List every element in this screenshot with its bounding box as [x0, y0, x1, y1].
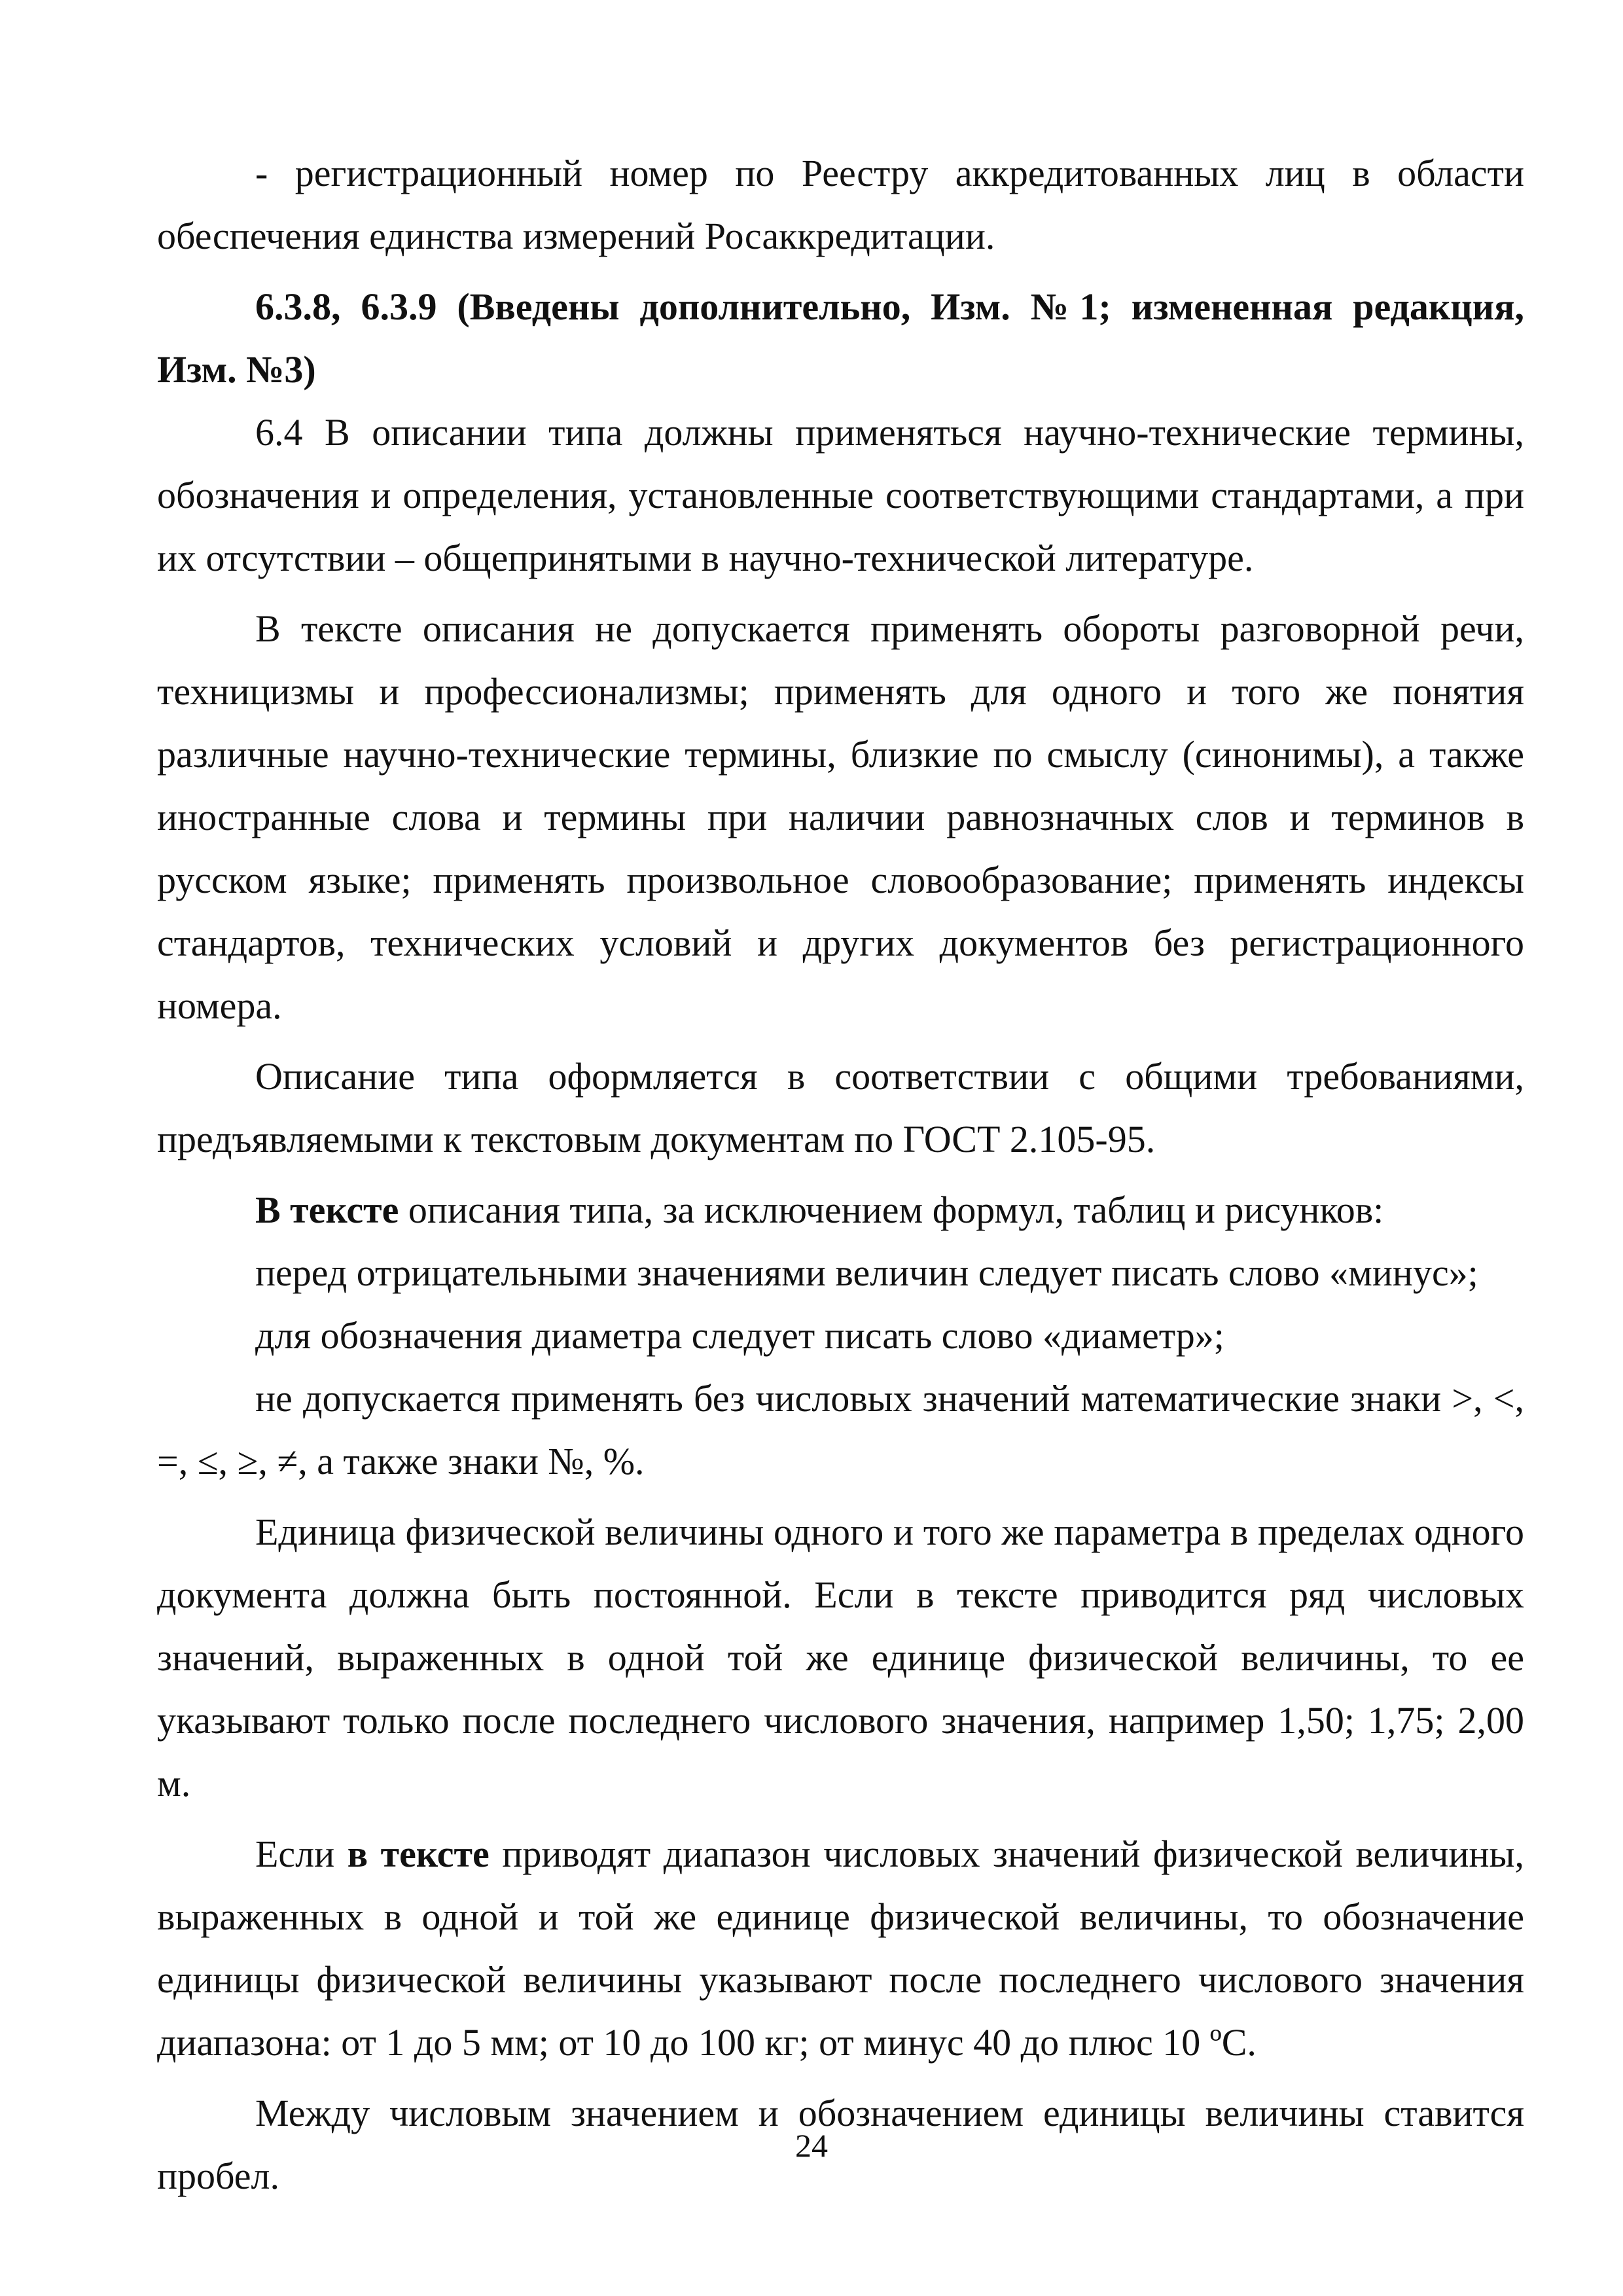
paragraph-amendment-note: 6.3.8, 6.3.9 (Введены дополнительно, Изм. №1; измененная редакция, Изм. №3)	[157, 285, 1524, 391]
paragraph-in-text-intro	[157, 1179, 1524, 1242]
paragraph-registration-number: - регистрационный номер по Реестру аккредитованных лиц в области обеспечения единства измерений Росаккредитации.	[157, 152, 1524, 257]
in-text-rest: описания типа, за исключением формул, таблиц и рисунков:	[399, 1189, 1384, 1231]
paragraph-formatting-gost: Описание типа оформляется в соответствии с общими требованиями, предъявляемыми к текстовым документам по ГОСТ 2.105-95.	[157, 1055, 1524, 1160]
range-units-rest: приводят диапазон числовых значений физической величины, выраженных в одной и той же единице физической величины, то обозначение единицы физической величины указывают после последнего числового значения диапазона: от 1 до 5 мм; от 10 до 100 кг; от минус 40 до плюс 10 ºС.	[157, 1833, 1524, 2064]
range-units-bold: в тексте	[347, 1833, 490, 1875]
paragraph-space-rule: Между числовым значением и обозначением единицы величины ставится пробел.	[157, 2092, 1524, 2197]
paragraph-unit-constancy: Единица физической величины одного и того же параметра в пределах одного документа должна быть постоянной. Если в тексте приводится ряд числовых значений, выраженных в одной той же единице физической величины, то ее указывают только после последнего числового значения, например 1,50; 1,75; 2,00 м.	[157, 1511, 1524, 1804]
paragraph-math-signs-rule: не допускается применять без числовых значений математические знаки >, <, =, ≤, ≥, ≠, а также знаки №, %.	[157, 1377, 1524, 1482]
paragraph-range-units	[157, 1823, 1524, 2074]
in-text-bold: В тексте	[255, 1189, 399, 1231]
paragraph-text-restrictions: В тексте описания не допускается применять обороты разговорной речи, техницизмы и профессионализмы; применять для одного и того же понятия различные научно-технические термины, близкие по смыслу (синонимы), а также иностранные слова и термины при наличии равнозначных слов и терминов в русском языке; применять произвольное словообразование; применять индексы стандартов, технических условий и других документов без регистрационного номера.	[157, 607, 1524, 1027]
paragraph-6-4: 6.4 В описании типа должны применяться научно-технические термины, обозначения и определения, установленные соответствующими стандартами, а при их отсутствии – общепринятыми в научно-технической литературе.	[157, 411, 1524, 579]
document-body	[157, 142, 1524, 2208]
paragraph-diameter-rule: для обозначения диаметра следует писать слово «диаметр»;	[255, 1314, 1224, 1357]
paragraph-minus-rule: перед отрицательными значениями величин следует писать слово «минус»;	[255, 1251, 1478, 1294]
range-units-pre: Если	[255, 1833, 348, 1875]
page-number: 24	[795, 2127, 828, 2164]
